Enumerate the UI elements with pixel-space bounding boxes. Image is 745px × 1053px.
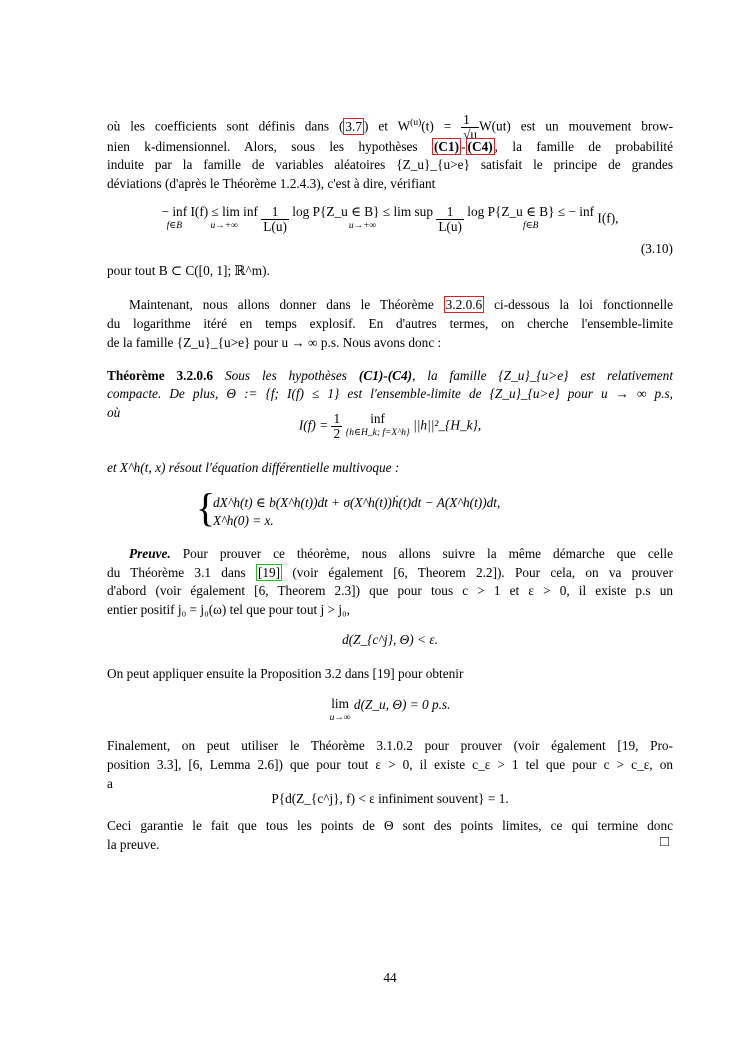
theorem-line: compacte. De plus, Θ := {f; I(f) ≤ 1} est l'ensemble-limite de {Z_u}_{u>e} pour u → ∞ p.s, <box>107 386 673 401</box>
proof-line: Finalement, on peut utiliser le Théorème 3.1.0.2 pour prouver (voir également [19, Pro- <box>107 738 673 753</box>
citation-link[interactable]: [19] <box>257 565 281 580</box>
proof-line: la preuve. <box>107 837 160 852</box>
system-equation-1: dX^h(t) ∈ b(X^h(t))dt + σ(X^h(t))ḣ(t)dt − A(X^h(t))dt, <box>213 495 501 510</box>
paragraph-line: de la famille {Z_u}_{u>e} pour u → ∞ p.s. Nous avons donc : <box>107 335 442 350</box>
proof-line: d'abord (voir également [6, Theorem 2.3]) que pour tous c > 1 et ε > 0, il existe p.s un <box>107 583 673 598</box>
paragraph-line: Maintenant, nous allons donner dans le Théorème 3.2.0.6 ci-dessous la loi fonctionnelle <box>129 297 673 312</box>
fraction: $\frac{1}{√u}$ <box>463 112 478 142</box>
theorem-line: où <box>107 405 121 420</box>
paragraph-line: où les coefficients sont définis dans ( 3.7 ) et $W^{(u)}(t)$ = $\frac{1}{√u}$ W(ut) est un mouvement brow- <box>107 112 674 142</box>
proof-line: On peut appliquer ensuite la Proposition 3.2 dans [19] pour obtenir <box>107 666 464 681</box>
theorem-reference-link[interactable]: 3.2.0.6 <box>445 297 483 312</box>
equation-reference-link[interactable]: 3.7 <box>345 118 363 134</box>
theorem-title: Théorème 3.2.0.6 <box>107 368 214 383</box>
rate-function-equation: I(f) = $\frac{1}{2}$ inf {h∈H_k; f=X^h} ||h||²_{H_k}, <box>298 411 482 441</box>
proof-title: Preuve. <box>129 546 171 561</box>
proof-line: entier positif j₀ = j₀(ω) tel que pour tout j > j₀, <box>107 602 350 617</box>
equation-3-10: − inf f∈B I(f) ≤ lim inf u→+∞ $\frac{1}{L(u)}$ log P{Z_u ∈ B} ≤ lim sup u→+∞ $\frac{1}{L(u)}$ log P{Z_u ∈ B} ≤ − inf f∈B I(f), <box>161 204 619 234</box>
qed-symbol: □ <box>660 834 670 850</box>
proof-equation-2: lim u→∞ d(Z_u, Θ) = 0 p.s. <box>329 696 451 723</box>
system-equation-2: X^h(0) = x. <box>213 513 274 528</box>
theorem-heading-line: Théorème 3.2.0.6 Sous les hypothèses (C1)-(C4), la famille {Z_u}_{u>e} est relativement <box>107 368 674 383</box>
system-brace: { <box>196 485 216 530</box>
proof-equation-1: d(Z_{c^j}, Θ) < ε. <box>342 632 438 647</box>
paragraph-line: du logarithme itéré en temps explosif. En d'autres termes, on cherche l'ensemble-limite <box>107 316 673 331</box>
proof-line: position 3.3], [6, Lemma 2.6]) que pour tout ε > 0, il existe c_ε > 1 tel que pour c > c_ε, on <box>107 757 673 772</box>
page-number: 44 <box>383 970 397 985</box>
paragraph-line: induite par la famille de variables aléatoires {Z_u}_{u>e} satisfait le principe de grandes <box>107 157 673 172</box>
proof-line: a <box>107 776 113 791</box>
equation-number: (3.10) <box>640 241 673 256</box>
proof-equation-3: P{d(Z_{c^j}, f) < ε infiniment souvent} = 1. <box>271 791 509 806</box>
proof-line: du Théorème 3.1 dans [19] (voir également [6, Theorem 2.2]). Pour cela, on va prouver <box>107 565 674 580</box>
hypothesis-reference-link[interactable]: (C1) <box>434 139 460 154</box>
paragraph-line: nien k-dimensionnel. Alors, sous les hypothèses (C1) - (C4) , la famille de probabilité <box>107 139 673 154</box>
proof-line: Preuve. Pour prouver ce théorème, nous allons suivre la même démarche que celle <box>129 546 673 561</box>
hypothesis-reference-link[interactable]: (C4) <box>467 139 493 154</box>
proof-line: Ceci garantie le fait que tous les points de Θ sont des points limites, ce qui termine donc <box>107 818 673 833</box>
theorem-line: et X^h(t, x) résout l'équation différentielle multivoque : <box>107 460 400 475</box>
paragraph-line: pour tout B ⊂ C([0, 1]; ℝ^m). <box>107 263 270 278</box>
paragraph-line: déviations (d'après le Théorème 1.2.4.3), c'est à dire, vérifiant <box>107 176 436 191</box>
